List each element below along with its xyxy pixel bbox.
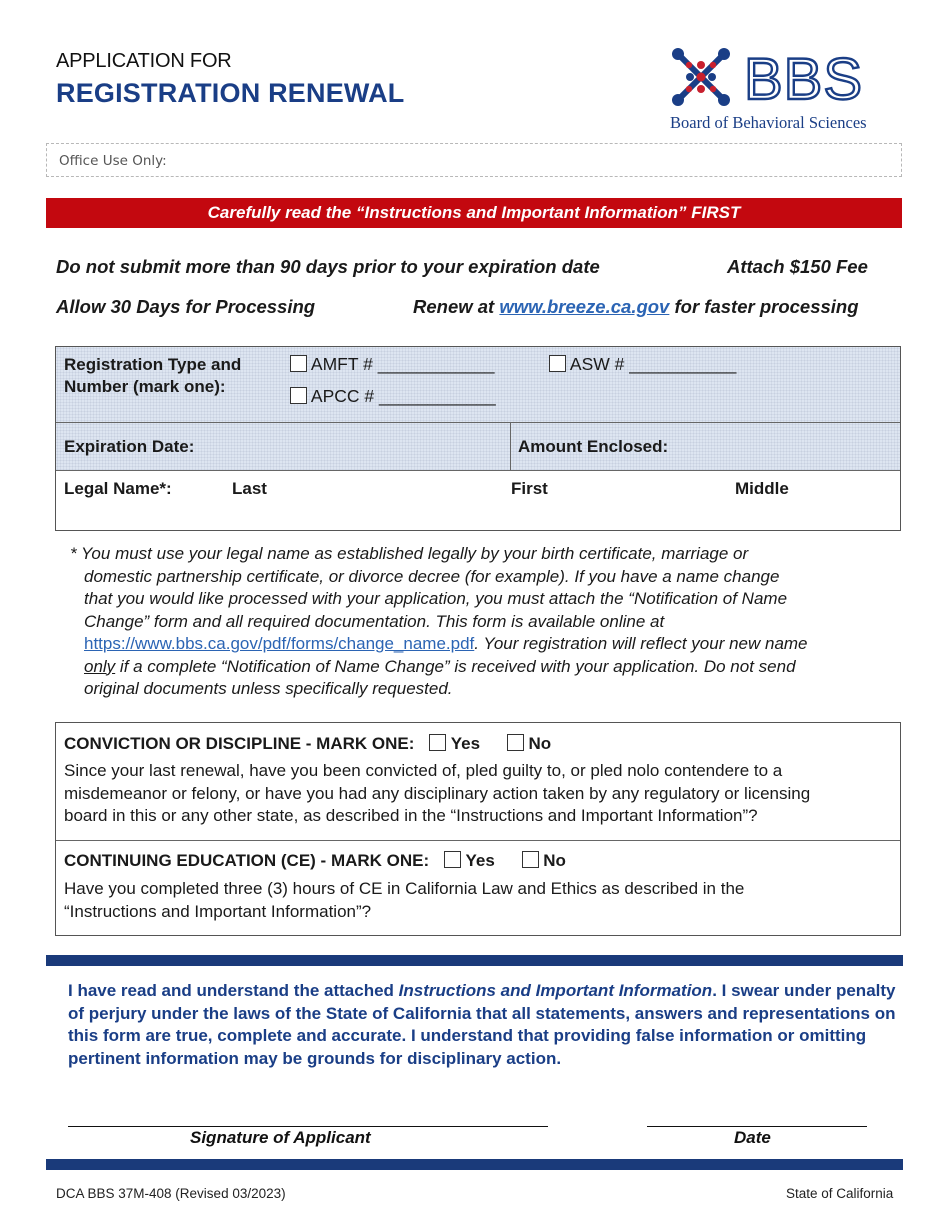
breeze-link[interactable]: www.breeze.ca.gov bbox=[499, 296, 670, 317]
bbs-logo-mark bbox=[668, 44, 904, 114]
signature-line[interactable] bbox=[68, 1126, 548, 1127]
apcc-label: APCC # bbox=[310, 386, 375, 406]
registration-section bbox=[55, 346, 901, 531]
column-divider bbox=[510, 423, 511, 470]
processing-notice: Allow 30 Days for Processing bbox=[56, 296, 316, 317]
expiration-date-label: Expiration Date: bbox=[64, 437, 195, 456]
instructions-banner: Carefully read the “Instructions and Important Information” FIRST bbox=[46, 198, 902, 228]
note-text: if a complete “Notification of Name Change” is received with your application. Do not send bbox=[115, 656, 796, 676]
middle-name-label: Middle bbox=[735, 479, 789, 498]
note-line: domestic partnership certificate, or divorce decree (for example). If you have a name change bbox=[84, 566, 780, 586]
ce-heading: CONTINUING EDUCATION (CE) - MARK ONE: bbox=[64, 851, 430, 870]
form-id: DCA BBS 37M-408 (Revised 03/2023) bbox=[56, 1186, 286, 1201]
question-divider bbox=[56, 840, 900, 841]
molecule-icon bbox=[672, 48, 730, 106]
ce-question bbox=[64, 878, 894, 923]
note-line bbox=[70, 656, 890, 679]
question-line: “Instructions and Important Information”? bbox=[64, 901, 372, 921]
ce-no-checkbox[interactable] bbox=[522, 851, 539, 868]
note-line: * You must use your legal name as established legally by your birth certificate, marriage or bbox=[70, 544, 749, 563]
note-line: that you would like processed with your application, you must attach the “Notification of Name bbox=[84, 589, 788, 608]
question-line: board in this or any other state, as described in the “Instructions and Important Information”? bbox=[64, 806, 758, 825]
bbs-logo-text: BBS bbox=[744, 47, 864, 112]
ce-no-label: No bbox=[543, 851, 566, 870]
declaration-part: I have read and understand the attached bbox=[68, 981, 399, 1000]
office-use-field bbox=[46, 143, 902, 177]
amft-checkbox[interactable] bbox=[290, 355, 307, 372]
change-name-form-link[interactable]: https://www.bbs.ca.gov/pdf/forms/change_name.pdf bbox=[84, 634, 475, 653]
date-label: Date bbox=[734, 1128, 771, 1147]
declaration-text bbox=[68, 980, 898, 1070]
form-title: REGISTRATION RENEWAL bbox=[56, 78, 405, 108]
declaration-part: . I swear under penalty of perjury under the laws of the State of California that all statements, answers and representations on this form are true, complete and accurate. I understand that providing false information or omitting pertinent information may be grounds for disciplinary action. bbox=[68, 981, 896, 1068]
registration-type-label-line2: Number (mark one): bbox=[64, 377, 226, 396]
office-use-label: Office Use Only: bbox=[59, 153, 167, 169]
asw-checkbox[interactable] bbox=[549, 355, 566, 372]
apcc-option bbox=[290, 386, 496, 407]
renew-suffix: for faster processing bbox=[674, 296, 859, 317]
apcc-checkbox[interactable] bbox=[290, 387, 307, 404]
signature-label: Signature of Applicant bbox=[190, 1128, 371, 1147]
note-text: . Your registration will reflect your new name bbox=[474, 634, 808, 653]
application-for-label: APPLICATION FOR bbox=[56, 50, 232, 72]
row-divider bbox=[56, 470, 900, 471]
asw-option bbox=[549, 354, 736, 375]
legal-name-note bbox=[70, 543, 890, 701]
apcc-number-field[interactable]: ____________ bbox=[379, 386, 496, 406]
last-name-label: Last bbox=[232, 479, 267, 498]
note-line: original documents unless specifically requested. bbox=[84, 679, 453, 698]
conviction-no-label: No bbox=[528, 734, 552, 753]
asw-label: ASW # bbox=[569, 354, 625, 374]
conviction-yes-label: Yes bbox=[450, 734, 481, 753]
conviction-heading-row bbox=[64, 734, 551, 754]
amount-enclosed-label: Amount Enclosed: bbox=[518, 437, 669, 456]
ce-heading-row bbox=[64, 851, 566, 871]
declaration-top-rule bbox=[46, 955, 903, 966]
question-line: Have you completed three (3) hours of CE in California Law and Ethics as described in the bbox=[64, 879, 745, 898]
conviction-no-checkbox[interactable] bbox=[507, 734, 524, 751]
only-emphasis: only bbox=[84, 656, 116, 676]
asw-number-field[interactable]: ___________ bbox=[629, 354, 737, 374]
declaration-emphasis: Instructions and Important Information bbox=[398, 981, 713, 1000]
first-name-label: First bbox=[511, 479, 548, 498]
ce-yes-label: Yes bbox=[465, 851, 495, 870]
amft-option bbox=[290, 354, 495, 375]
note-line bbox=[70, 633, 890, 656]
amft-number-field[interactable]: ____________ bbox=[377, 354, 495, 374]
legal-name-label: Legal Name*: bbox=[64, 479, 172, 498]
renew-notice bbox=[413, 296, 859, 318]
date-line[interactable] bbox=[647, 1126, 867, 1127]
conviction-heading: CONVICTION OR DISCIPLINE - MARK ONE: bbox=[64, 734, 415, 753]
amft-label: AMFT # bbox=[310, 354, 373, 374]
note-line: Change” form and all required documentation. This form is available online at bbox=[84, 611, 665, 631]
submit-window-notice: Do not submit more than 90 days prior to your expiration date bbox=[56, 256, 600, 277]
renew-prefix: Renew at bbox=[413, 296, 495, 317]
declaration-bottom-rule bbox=[46, 1159, 903, 1170]
ce-yes-checkbox[interactable] bbox=[444, 851, 461, 868]
fee-notice: Attach $150 Fee bbox=[727, 256, 868, 277]
state-label: State of California bbox=[786, 1186, 894, 1201]
question-line: misdemeanor or felony, or have you had any disciplinary action taken by any regulatory or licensing bbox=[64, 783, 811, 803]
conviction-yes-checkbox[interactable] bbox=[429, 734, 446, 751]
registration-type-label-line1: Registration Type and bbox=[64, 355, 242, 374]
logo-caption: Board of Behavioral Sciences bbox=[670, 113, 867, 132]
questions-section bbox=[55, 722, 901, 936]
conviction-question bbox=[64, 760, 894, 828]
question-line: Since your last renewal, have you been convicted of, pled guilty to, or pled nolo contendere to a bbox=[64, 761, 783, 780]
